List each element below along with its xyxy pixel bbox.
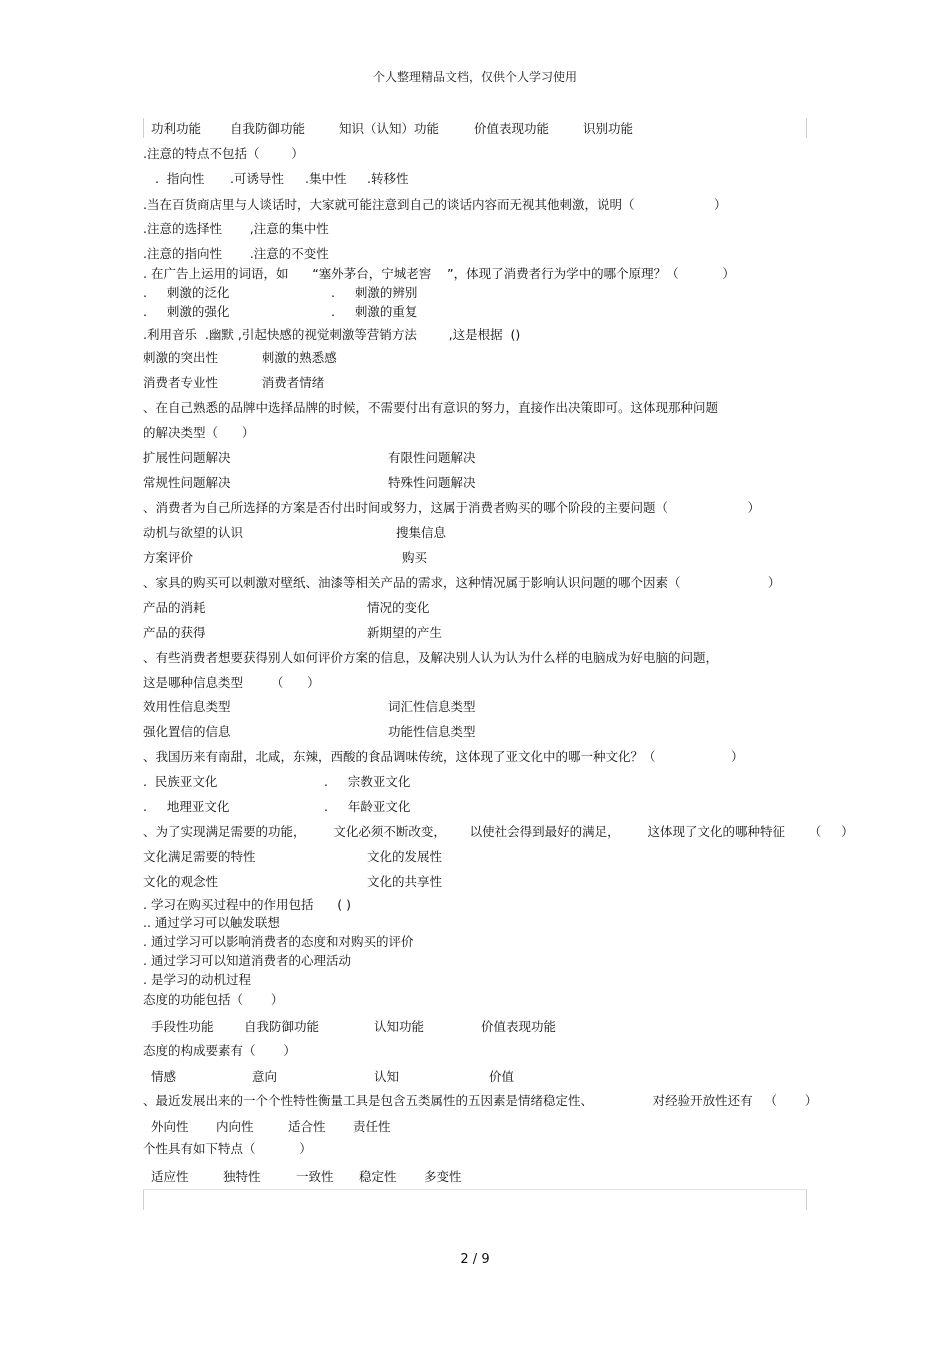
- question-continuation: 的解决类型（ ）: [143, 425, 255, 440]
- frame-left-rule: [143, 118, 144, 138]
- option: . 通过学习可以知道消费者的心理活动: [143, 953, 351, 968]
- option: 稳定性: [359, 1169, 397, 1184]
- option: 意向: [252, 1069, 278, 1084]
- question: 、为了实现满足需要的功能， 文化必须不断改变， 以使社会得到最好的满足， 这体现了文化的哪种特征 （ ）: [143, 824, 854, 839]
- option: . 刺激的辨别: [331, 285, 418, 300]
- option: 扩展性问题解决: [143, 450, 231, 465]
- option: 一致性: [296, 1169, 334, 1184]
- option: 价值表现功能: [481, 1019, 557, 1034]
- option: 功能性信息类型: [388, 724, 476, 739]
- option: 价值表现功能: [474, 121, 550, 136]
- question: . 在广告上运用的词语，如 “塞外茅台，宁城老窖 ”，体现了消费者行为学中的哪个原理？（ ）: [143, 266, 735, 281]
- option: 购买: [402, 550, 428, 565]
- question: 、我国历来有南甜，北咸，东辣，西酸的食品调味传统，这体现了亚文化中的哪一种文化？（ ）: [143, 749, 744, 764]
- option: 文化满足需要的特性: [143, 849, 256, 864]
- option: 认知功能: [374, 1019, 425, 1034]
- option: 适合性: [288, 1119, 326, 1134]
- question-continuation: 这是哪种信息类型 （ ）: [143, 675, 320, 690]
- option: 新期望的产生: [367, 625, 443, 640]
- option: 产品的消耗: [143, 600, 206, 615]
- option: 独特性: [223, 1169, 261, 1184]
- question: 态度的功能包括（ ）: [143, 992, 284, 1007]
- option: 情感: [151, 1069, 177, 1084]
- question: .利用音乐 .幽默 ,引起快感的视觉刺激等营销方法 ,这是根据 (): [143, 327, 521, 342]
- question: 、在自己熟悉的品牌中选择品牌的时候，不需要付出有意识的努力，直接作出决策即可。这体现那种问题: [143, 400, 719, 415]
- option: 词汇性信息类型: [388, 699, 476, 714]
- option: 强化置信的信息: [143, 724, 231, 739]
- option: 责任性: [353, 1119, 391, 1134]
- option: 文化的观念性: [143, 874, 219, 889]
- option: .集中性: [305, 171, 347, 186]
- option: 搜集信息: [396, 525, 447, 540]
- option: 方案评价: [143, 550, 194, 565]
- question: 、有些消费者想要获得别人如何评价方案的信息，及解决别人认为认为什么样的电脑成为好电脑的问题，: [143, 650, 719, 665]
- option: 内向性: [216, 1119, 254, 1134]
- option: 效用性信息类型: [143, 699, 231, 714]
- option: 功利功能: [151, 121, 202, 136]
- question: .当在百货商店里与人谈话时，大家就可能注意到自己的谈话内容而无视其他刺激，说明（ ）: [143, 197, 727, 212]
- option: 特殊性问题解决: [388, 475, 476, 490]
- option: . 通过学习可以影响消费者的态度和对购买的评价: [143, 934, 414, 949]
- question: 、最近发展出来的一个个性特性衡量工具是包含五类属性的五因素是情绪稳定性、 对经验开放性还有 （ ）: [143, 1093, 818, 1108]
- option: 有限性问题解决: [388, 450, 476, 465]
- option-row: .注意的选择性 ,注意的集中性: [143, 221, 329, 236]
- option: 外向性: [151, 1119, 189, 1134]
- frame-left-rule-bottom: [143, 1190, 144, 1210]
- question: . 学习在购买过程中的作用包括 ( ): [143, 897, 352, 912]
- option-row: .注意的指向性 .注意的不变性: [143, 246, 329, 261]
- option: 认知: [374, 1069, 400, 1084]
- question: 、家具的购买可以刺激对壁纸、油漆等相关产品的需求，这种情况属于影响认识问题的哪个因素（ ）: [143, 575, 781, 590]
- option: 适应性: [151, 1169, 189, 1184]
- question: 、消费者为自己所选择的方案是否付出时间或努力，这属于消费者购买的哪个阶段的主要问题（ ）: [143, 500, 760, 515]
- option: . 地理亚文化: [143, 799, 230, 814]
- option-row: 刺激的突出性 刺激的熟悉感: [143, 350, 337, 365]
- question: .注意的特点不包括（ ）: [143, 146, 304, 161]
- option: 情况的变化: [367, 600, 430, 615]
- frame-right-rule-bottom: [806, 1190, 807, 1210]
- option: 常规性问题解决: [143, 475, 231, 490]
- option: 文化的共享性: [367, 874, 443, 889]
- option: . 宗教亚文化: [324, 774, 411, 789]
- option: 动机与欲望的认识: [143, 525, 244, 540]
- option: 自我防御功能: [244, 1019, 320, 1034]
- page-number: 2 / 9: [460, 1252, 490, 1267]
- option: 文化的发展性: [367, 849, 443, 864]
- option: .. 通过学习可以触发联想: [143, 915, 280, 930]
- option: . 刺激的重复: [331, 304, 418, 319]
- option: . 刺激的强化: [143, 304, 230, 319]
- option: .转移性: [367, 171, 409, 186]
- option: . 指向性: [155, 171, 205, 186]
- option: . 是学习的动机过程: [143, 972, 251, 987]
- question: 个性具有如下特点（ ）: [143, 1141, 312, 1156]
- question: 态度的构成要素有（ ）: [143, 1043, 296, 1058]
- option: 产品的获得: [143, 625, 206, 640]
- option: 识别功能: [583, 121, 634, 136]
- page-header: 个人整理精品文档，仅供个人学习使用: [372, 70, 577, 84]
- frame-right-rule: [806, 118, 807, 138]
- option: 手段性功能: [151, 1019, 214, 1034]
- option: 多变性: [424, 1169, 462, 1184]
- frame-bottom-rule: [143, 1189, 807, 1190]
- option: . 刺激的泛化: [143, 285, 230, 300]
- option: .可诱导性: [230, 171, 284, 186]
- option-row: 消费者专业性 消费者情绪: [143, 375, 325, 390]
- option: 价值: [489, 1069, 515, 1084]
- option: . 民族亚文化: [143, 774, 218, 789]
- option: 知识（认知）功能: [339, 121, 440, 136]
- option: 自我防御功能: [230, 121, 306, 136]
- option: . 年龄亚文化: [324, 799, 411, 814]
